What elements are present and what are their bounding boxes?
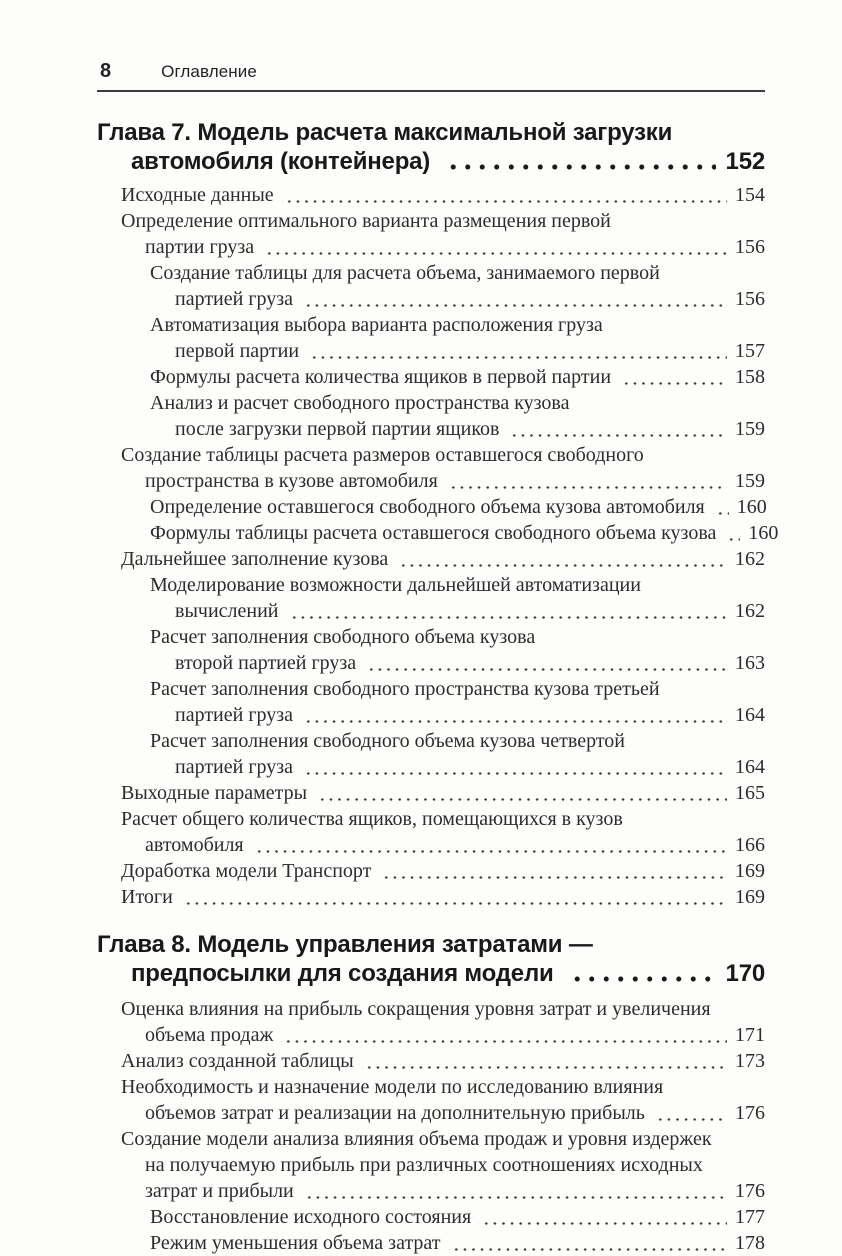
- toc-entry-text: Исходные данные: [121, 184, 274, 206]
- toc-entry: [97, 1048, 765, 1074]
- dot-leader: [479, 1204, 727, 1230]
- toc-entry: [97, 1126, 765, 1204]
- toc-entry-text: Создание модели анализа влияния объема продаж и уровня издержек: [121, 1128, 712, 1150]
- chapter-7-section: [97, 118, 779, 910]
- dot-leader: [262, 234, 727, 260]
- toc-entry-text: Расчет заполнения свободного пространства кузова третьей: [150, 678, 660, 700]
- toc-entry-line: [97, 1074, 765, 1100]
- toc-entry-line: [97, 468, 765, 494]
- toc-entry-text: Режим уменьшения объема затрат: [150, 1232, 441, 1254]
- entry-page-number: 173: [735, 1050, 765, 1072]
- toc-entry-line: [97, 1178, 765, 1204]
- toc-entry-text: объема продаж: [145, 1024, 274, 1046]
- dot-leader: [301, 702, 727, 728]
- toc-entry-text: партией груза: [175, 704, 294, 726]
- dot-leader: [379, 858, 727, 884]
- toc-entry-text: Необходимость и назначение модели по исследованию влияния: [121, 1076, 664, 1098]
- toc-entry-text: затрат и прибыли: [145, 1180, 294, 1202]
- toc-entry-text: Итоги: [121, 886, 173, 908]
- toc-entry-text: Оценка влияния на прибыль сокращения уровня затрат и увеличения: [121, 998, 711, 1020]
- toc-entry-text: объемов затрат и реализации на дополнительную прибыль: [145, 1102, 645, 1124]
- toc-entry-line: [97, 676, 765, 702]
- toc-entry-line: [97, 598, 765, 624]
- toc-entry: [97, 1074, 765, 1126]
- entry-page-number: 156: [735, 236, 765, 258]
- toc-entry-line: [97, 234, 765, 260]
- dot-leader: [181, 884, 727, 910]
- toc-entry: [97, 624, 765, 676]
- entry-page-number: 159: [735, 418, 765, 440]
- toc-entry-text: Создание таблицы для расчета объема, занимаемого первой: [150, 262, 660, 284]
- entry-page-number: 164: [735, 756, 765, 778]
- toc-entry-line: [97, 416, 765, 442]
- toc-entry-line: [97, 650, 765, 676]
- toc-entry-text: Доработка модели Транспорт: [121, 860, 372, 882]
- dot-leader: [315, 780, 727, 806]
- toc-entry-text: Автоматизация выбора варианта расположения груза: [150, 314, 603, 336]
- entry-page-number: 176: [735, 1180, 765, 1202]
- toc-entry-line: [97, 312, 765, 338]
- toc-entry-line: [97, 728, 765, 754]
- toc-entry-line: [97, 364, 765, 390]
- toc-entry-text: Расчет общего количества ящиков, помещающихся в кузов: [121, 808, 623, 830]
- toc-entry: [97, 728, 765, 780]
- dot-leader: [307, 338, 727, 364]
- chapter-8-section: [97, 930, 765, 1256]
- chapter-page-number: 170: [725, 960, 765, 987]
- toc-entry: [97, 182, 765, 208]
- toc-entry-text: Моделирование возможности дальнейшей автоматизации: [150, 574, 641, 596]
- toc-entry-text: Расчет заполнения свободного объема кузова четвертой: [150, 730, 625, 752]
- chapter-page-number: 152: [725, 148, 765, 175]
- entry-page-number: 165: [735, 782, 765, 804]
- toc-entry: [97, 1204, 765, 1230]
- entry-page-number: 160: [748, 522, 779, 544]
- toc-entry-line: [97, 1126, 765, 1152]
- chapter-heading-line: [97, 930, 765, 959]
- toc-entry-text: после загрузки первой партии ящиков: [175, 418, 500, 440]
- chapter-heading-text: Глава 7. Модель расчета максимальной загрузки: [97, 119, 673, 146]
- chapter-heading-text: автомобиля (контейнера): [131, 148, 431, 175]
- toc-entry-line: [97, 1230, 765, 1256]
- toc-entry: [97, 572, 765, 624]
- toc-entry-text: на получаемую прибыль при различных соотношениях исходных: [145, 1154, 703, 1176]
- toc-entry: [97, 208, 765, 260]
- entry-page-number: 154: [735, 184, 765, 206]
- entry-page-number: 169: [735, 886, 765, 908]
- toc-entry: [97, 260, 765, 312]
- toc-entry-text: вычислений: [175, 600, 279, 622]
- dot-leader: [362, 1048, 727, 1074]
- chapter-heading: [97, 930, 765, 988]
- toc-entry-text: Восстановление исходного состояния: [150, 1206, 472, 1228]
- running-title: Оглавление: [161, 62, 257, 81]
- toc-entry: [97, 442, 765, 494]
- toc-entry-line: [97, 494, 765, 520]
- chapter-heading-line: [97, 959, 765, 988]
- dot-leader: [282, 182, 727, 208]
- toc-entry-line: [97, 260, 765, 286]
- toc-entry: [97, 996, 765, 1048]
- dot-leader: [507, 416, 727, 442]
- toc-entry-text: Формулы таблицы расчета оставшегося свободного объема кузова: [150, 522, 717, 544]
- toc-entry: [97, 884, 765, 910]
- toc-entry-text: Определение оставшегося свободного объема кузова автомобиля: [150, 496, 705, 518]
- page-number: 8: [100, 60, 112, 82]
- entry-page-number: 156: [735, 288, 765, 310]
- dot-leader: [302, 1178, 727, 1204]
- toc-entry-text: партией груза: [175, 756, 294, 778]
- toc-entry-text: Формулы расчета количества ящиков в первой партии: [150, 366, 612, 388]
- dot-leader: [301, 286, 727, 312]
- entry-page-number: 162: [735, 600, 765, 622]
- dot-leader: [442, 147, 715, 176]
- dot-leader: [619, 364, 727, 390]
- toc-entry-line: [97, 884, 765, 910]
- chapter-heading-text: предпосылки для создания модели: [131, 960, 554, 987]
- dot-leader: [724, 520, 740, 546]
- entry-page-number: 158: [735, 366, 765, 388]
- dot-leader: [287, 598, 728, 624]
- toc-entry-line: [97, 754, 765, 780]
- entry-list: [97, 996, 765, 1256]
- toc-entry-text: Анализ созданной таблицы: [121, 1050, 354, 1072]
- toc-entry-line: [97, 1100, 765, 1126]
- entry-page-number: 171: [735, 1024, 765, 1046]
- page-content: [97, 0, 779, 1256]
- toc-entry-line: [97, 858, 765, 884]
- toc-entry-text: второй партией груза: [175, 652, 357, 674]
- toc-entry: [97, 676, 765, 728]
- toc-entry-text: партией груза: [175, 288, 294, 310]
- toc-entry-line: [97, 208, 765, 234]
- toc-entry-line: [97, 806, 765, 832]
- toc-entry: [97, 858, 765, 884]
- toc-entry: [97, 390, 765, 442]
- toc-entry-text: Определение оптимального варианта размещения первой: [121, 210, 611, 232]
- toc-entry: [97, 364, 765, 390]
- entry-page-number: 178: [735, 1232, 765, 1254]
- toc-entry-line: [97, 1152, 765, 1178]
- dot-leader: [252, 832, 727, 858]
- entry-page-number: 163: [735, 652, 765, 674]
- toc-entry-text: Дальнейшее заполнение кузова: [121, 548, 389, 570]
- dot-leader: [449, 1230, 727, 1256]
- entry-page-number: 164: [735, 704, 765, 726]
- chapter-heading: [97, 118, 765, 176]
- toc-entry-line: [97, 286, 765, 312]
- entry-page-number: 166: [735, 834, 765, 856]
- dot-leader: [566, 959, 716, 988]
- dot-leader: [713, 494, 729, 520]
- dot-leader: [364, 650, 727, 676]
- toc-entry-text: Анализ и расчет свободного пространства кузова: [150, 392, 570, 414]
- page-header: [97, 60, 765, 83]
- entry-page-number: 160: [736, 496, 767, 518]
- toc-entry-line: [97, 338, 765, 364]
- header-rule: [97, 90, 765, 92]
- toc-entry-line: [97, 1204, 765, 1230]
- toc-entry-line: [97, 442, 765, 468]
- toc-entry-line: [97, 996, 765, 1022]
- toc-entry-line: [97, 1048, 765, 1074]
- toc-entry: [97, 780, 765, 806]
- toc-entry-line: [97, 832, 765, 858]
- dot-leader: [446, 468, 727, 494]
- entry-page-number: 159: [735, 470, 765, 492]
- dot-leader: [653, 1100, 727, 1126]
- toc-entry-line: [97, 780, 765, 806]
- toc-entry-text: Создание таблицы расчета размеров оставшегося свободного: [121, 444, 644, 466]
- toc-entry-text: Выходные параметры: [121, 782, 308, 804]
- entry-page-number: 162: [735, 548, 765, 570]
- toc-entry-text: пространства в кузове автомобиля: [145, 470, 438, 492]
- toc-entry-line: [97, 1022, 765, 1048]
- toc-entry-line: [97, 572, 765, 598]
- toc-entry-line: [97, 390, 765, 416]
- toc-entry-text: партии груза: [145, 236, 255, 258]
- toc-entry-line: [97, 182, 765, 208]
- toc-entry: [97, 806, 765, 858]
- toc-entry-line: [97, 520, 779, 546]
- entry-page-number: 157: [735, 340, 765, 362]
- dot-leader: [281, 1022, 727, 1048]
- chapter-heading-line: [97, 118, 765, 147]
- dot-leader: [396, 546, 727, 572]
- toc-entry: [97, 312, 765, 364]
- toc-entry: [97, 520, 779, 546]
- toc-entry-text: автомобиля: [145, 834, 244, 856]
- table-of-contents: [97, 118, 779, 1256]
- toc-entry-text: первой партии: [175, 340, 300, 362]
- entry-page-number: 169: [735, 860, 765, 882]
- toc-entry: [97, 546, 765, 572]
- toc-entry: [97, 1230, 765, 1256]
- entry-page-number: 177: [735, 1206, 765, 1228]
- toc-entry-line: [97, 624, 765, 650]
- entry-list: [97, 182, 779, 910]
- chapter-heading-line: [97, 147, 765, 176]
- toc-entry: [97, 494, 765, 520]
- toc-entry-line: [97, 546, 765, 572]
- toc-entry-line: [97, 702, 765, 728]
- chapter-heading-text: Глава 8. Модель управления затратами —: [97, 931, 593, 958]
- dot-leader: [301, 754, 727, 780]
- entry-page-number: 176: [735, 1102, 765, 1124]
- toc-entry-text: Расчет заполнения свободного объема кузова: [150, 626, 536, 648]
